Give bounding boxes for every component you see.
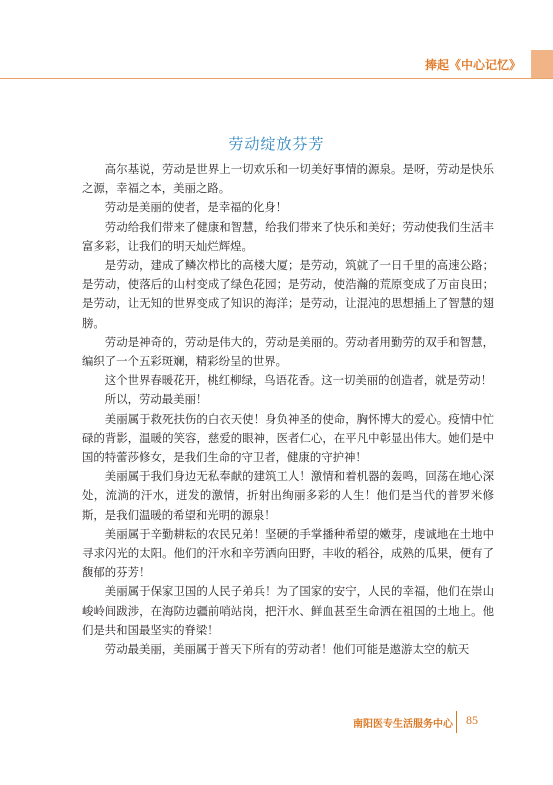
footer-divider [456, 711, 457, 733]
footer-organization: 南阳医专生活服务中心 [353, 719, 453, 730]
page-number: 85 [466, 713, 478, 727]
paragraph: 美丽属于我们身边无私奉献的建筑工人！激情和着机器的轰鸣，回荡在地心深处，流淌的汗水，迸发的激情，折射出绚丽多彩的人生！他们是当代的普罗米修斯，是我们温暖的希望和光明的源泉！ [82, 469, 494, 522]
paragraph: 所以，劳动最美丽！ [104, 392, 208, 407]
paragraph: 美丽属于辛勤耕耘的农民兄弟！坚硬的手掌播种希望的嫩芽，虔诚地在土地中寻求闪光的太阳。他们的汗水和辛劳洒向田野，丰收的稻谷，成熟的瓜果，便有了馥郁的芬芳！ [82, 526, 494, 580]
paragraph: 劳动最美丽，美丽属于普天下所有的劳动者！他们可能是遨游太空的航天 [104, 642, 470, 657]
paragraph: 这个世界春暖花开，桃红柳绿，鸟语花香。这一切美丽的创造者，就是劳动！ [104, 373, 493, 388]
paragraph: 美丽属于救死扶伤的白衣天使！身负神圣的使命，胸怀博大的爱心。疫情中忙碌的背影，温暖的笑容，慈爱的眼神，医者仁心，在平凡中彰显出伟大。她们是中国的特蕾莎修女，是我们生命的守卫者，健康的守护神！ [82, 411, 494, 465]
paragraph: 美丽属于保家卫国的人民子弟兵！为了国家的安宁，人民的幸福，他们在崇山峻岭间跋涉，在海防边疆前哨站岗，把汗水、鲜血甚至生命洒在祖国的土地上。他们是共和国最坚实的脊梁！ [82, 584, 494, 637]
header-rule [0, 78, 553, 79]
article-body [82, 160, 494, 659]
paragraph: 劳动是美丽的使者，是幸福的化身！ [104, 200, 288, 215]
page-header [0, 50, 553, 80]
header-accent-bar [531, 50, 553, 78]
section-title: 捧起《中心记忆》 [424, 58, 521, 72]
paragraph: 劳动是神奇的，劳动是伟大的，劳动是美丽的。劳动者用勤劳的双手和智慧，编织了一个五彩斑斓，精彩纷呈的世界。 [82, 334, 494, 369]
paragraph: 高尔基说，劳动是世界上一切欢乐和一切美好事情的源泉。是呀，劳动是快乐之源，幸福之本，美丽之路。 [82, 162, 494, 196]
paragraph: 是劳动，建成了鳞次栉比的高楼大厦；是劳动，筑就了一日千里的高速公路；是劳动，使落后的山村变成了绿色花园；是劳动，使浩瀚的荒原变成了万亩良田；是劳动，让无知的世界变成了知识的海洋；是劳动，让混沌的思想插上了智慧的翅膀。 [82, 258, 494, 330]
article-title: 劳动绽放芬芳 [228, 135, 325, 153]
paragraph: 劳动给我们带来了健康和智慧，给我们带来了快乐和美好；劳动使我们生活丰富多彩，让我们的明天灿烂辉煌。 [82, 219, 494, 253]
page-footer [0, 711, 553, 735]
